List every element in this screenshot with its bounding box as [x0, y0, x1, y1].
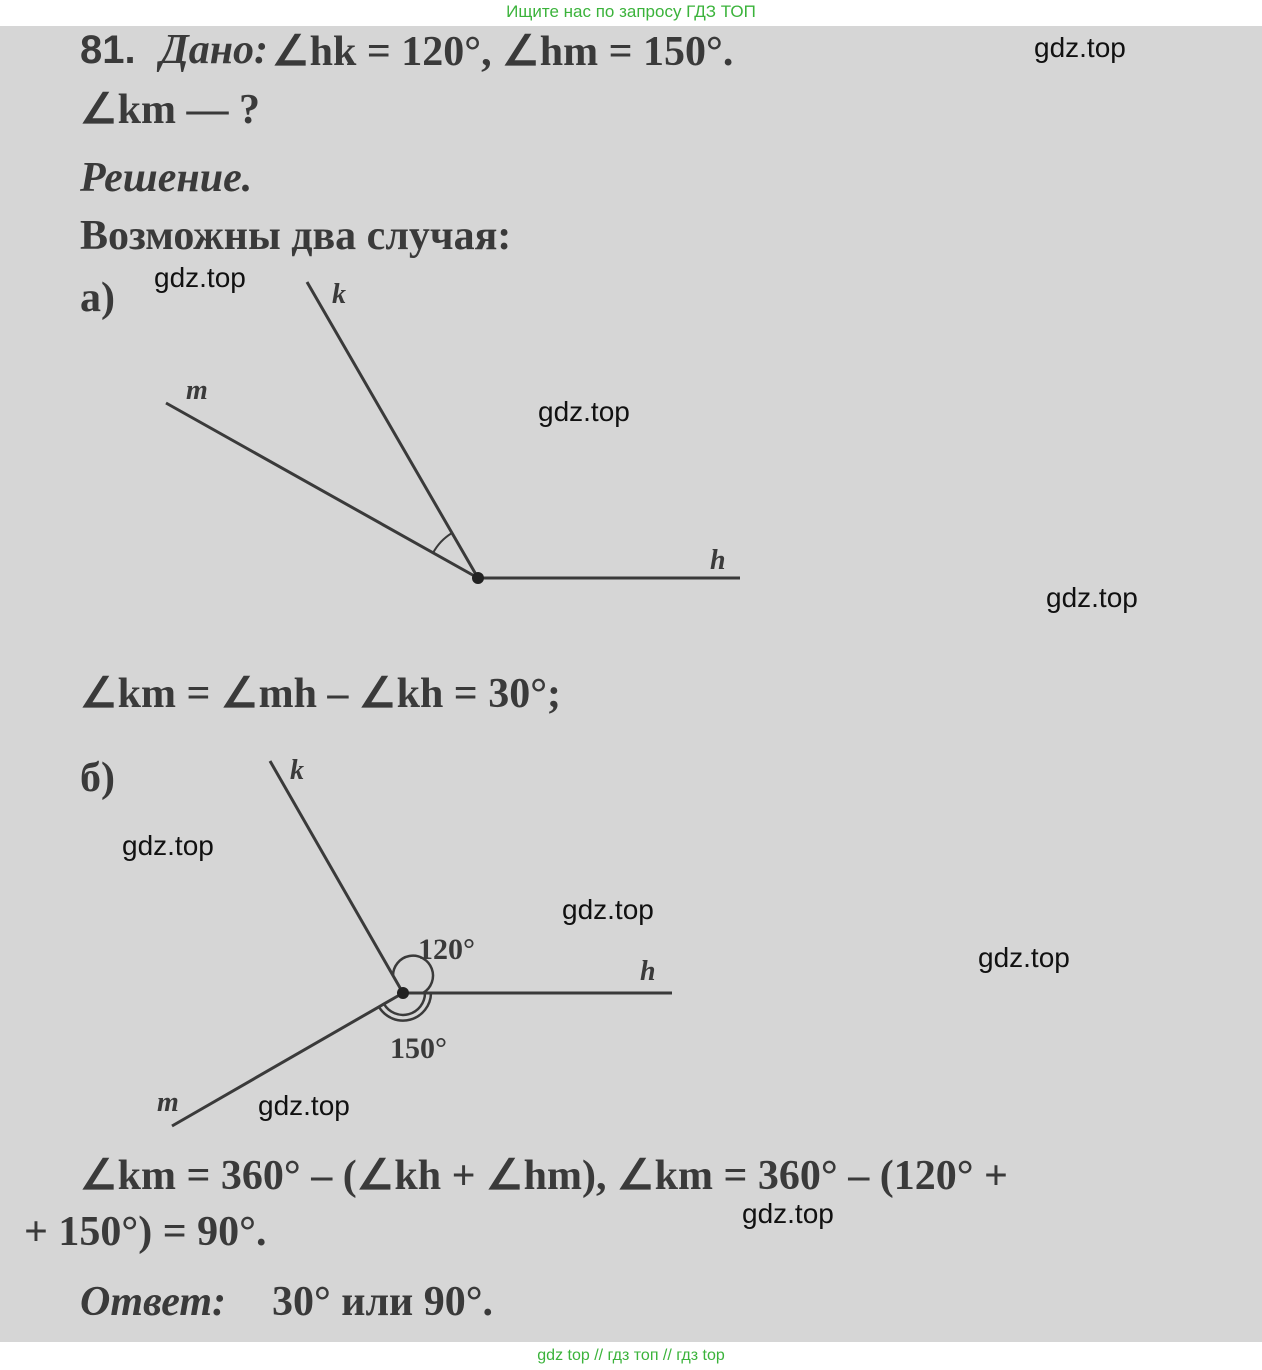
- figure-b-label-h: h: [640, 956, 656, 987]
- figure-a-label-k: k: [332, 279, 346, 310]
- answer-label: Ответ:: [80, 1279, 226, 1325]
- watermark: gdz.top: [978, 942, 1070, 973]
- watermark: gdz.top: [258, 1090, 350, 1121]
- top-banner-text: Ищите нас по запросу ГДЗ ТОП: [506, 2, 756, 21]
- figure-a: [166, 279, 740, 584]
- given-values: ∠hk = 120°, ∠hm = 150°.: [272, 29, 734, 75]
- solution-heading: Решение.: [80, 155, 253, 201]
- case-a-formula: ∠km = ∠mh – ∠kh = 30°;: [80, 671, 562, 717]
- watermark: gdz.top: [562, 894, 654, 925]
- watermark: gdz.top: [1034, 32, 1126, 63]
- figure-b-ray-k: [270, 761, 403, 993]
- figure-b-vertex: [397, 987, 409, 999]
- case-b-formula-line1: ∠km = 360° – (∠kh + ∠hm), ∠km = 360° – (120° +: [80, 1153, 1008, 1199]
- watermark: gdz.top: [742, 1198, 834, 1229]
- bottom-banner-text: gdz top // гдз топ // гдз top: [537, 1347, 725, 1364]
- given-label: Дано:: [160, 27, 268, 73]
- question-line: ∠km — ?: [80, 87, 260, 133]
- watermark: gdz.top: [122, 830, 214, 861]
- figure-a-vertex: [472, 572, 484, 584]
- case-b-formula-line2: + 150°) = 90°.: [24, 1209, 267, 1255]
- figure-b-angle-150: 150°: [390, 1032, 447, 1065]
- figure-b-label-k: k: [290, 755, 304, 786]
- bottom-banner: [0, 1342, 1262, 1370]
- answer-value: 30° или 90°.: [272, 1279, 494, 1325]
- figure-a-label-m: m: [186, 375, 208, 406]
- figure-b-label-m: m: [157, 1087, 179, 1118]
- figure-b-angle-120: 120°: [418, 933, 475, 966]
- watermark: gdz.top: [538, 396, 630, 427]
- figure-a-ray-m: [166, 403, 478, 578]
- case-b-label: б): [80, 755, 115, 801]
- watermark: gdz.top: [1046, 582, 1138, 613]
- figure-a-label-h: h: [710, 545, 726, 576]
- figure-a-angle-arc: [433, 533, 452, 553]
- textbook-page: [0, 26, 1262, 1342]
- case-a-label: а): [80, 275, 115, 321]
- top-banner: [0, 0, 1262, 26]
- watermark: gdz.top: [154, 262, 246, 293]
- cases-intro: Возможны два случая:: [80, 213, 512, 259]
- problem-number: 81.: [80, 28, 136, 72]
- figure-b: [157, 755, 672, 1126]
